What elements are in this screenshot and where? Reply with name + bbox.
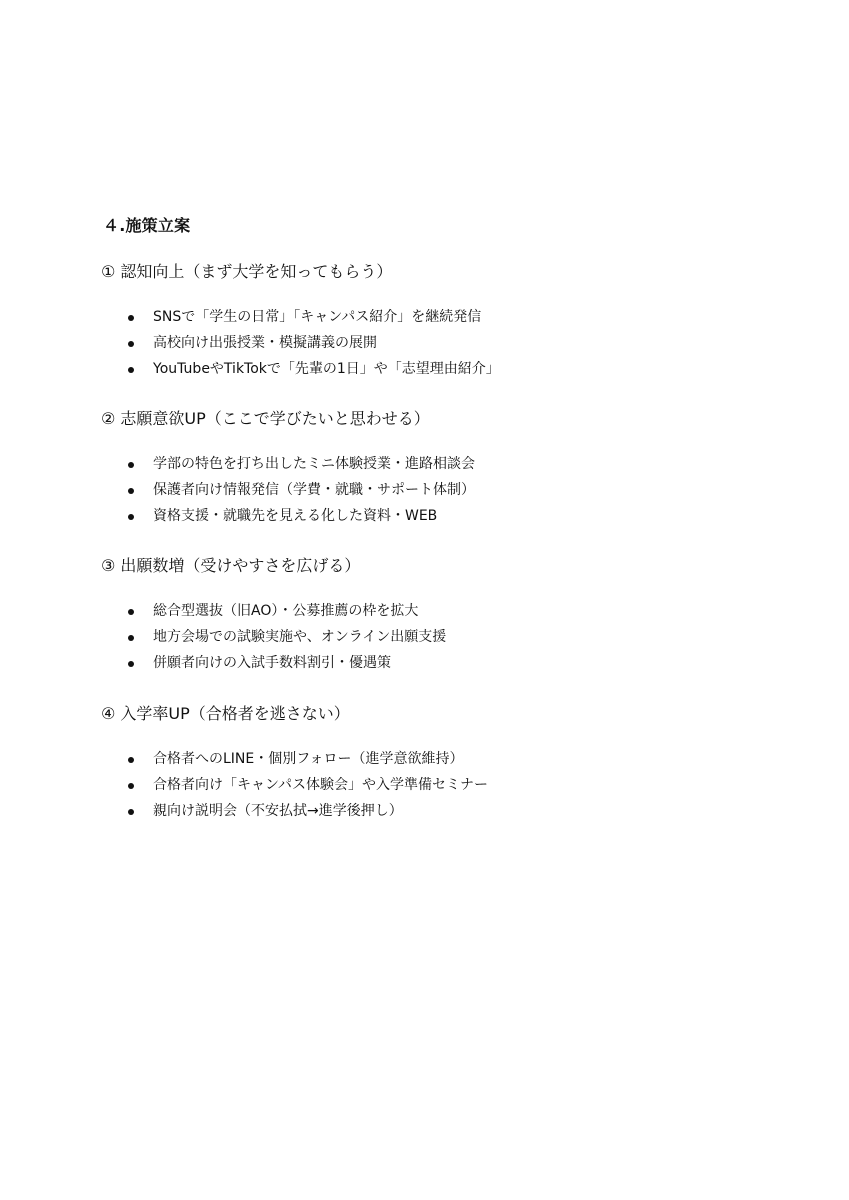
bullet-icon xyxy=(128,809,134,815)
bullet-icon xyxy=(128,661,134,667)
bullet-icon xyxy=(128,635,134,641)
list-item-text: 資格支援・就職先を見える化した資料・WEB xyxy=(153,508,438,524)
list-item xyxy=(101,624,801,650)
list-item xyxy=(101,330,801,356)
list-item-text: YouTubeやTikTokで「先輩の1日」や「志望理由紹介」 xyxy=(153,361,500,377)
bullet-list xyxy=(101,304,801,382)
section-applications xyxy=(101,554,801,676)
bullet-icon xyxy=(128,462,134,468)
list-item xyxy=(101,356,801,382)
list-item xyxy=(101,451,801,477)
list-item xyxy=(101,304,801,330)
bullet-icon xyxy=(128,315,134,321)
list-item-text: 高校向け出張授業・模擬講義の展開 xyxy=(153,335,377,351)
list-item-text: 保護者向け情報発信（学費・就職・サポート体制） xyxy=(153,482,475,498)
section-heading: ③ 出願数増（受けやすさを広げる） xyxy=(101,556,361,575)
bullet-list xyxy=(101,598,801,676)
list-item xyxy=(101,772,801,798)
section-awareness xyxy=(101,260,801,382)
list-item xyxy=(101,598,801,624)
list-item-text: 総合型選抜（旧AO）・公募推薦の枠を拡大 xyxy=(153,603,419,619)
list-item-text: 親向け説明会（不安払拭→進学後押し） xyxy=(153,803,403,819)
section-motivation xyxy=(101,407,801,529)
bullet-list xyxy=(101,451,801,529)
section-heading: ② 志願意欲UP（ここで学びたいと思わせる） xyxy=(101,409,430,428)
list-item-text: 合格者へのLINE・個別フォロー（進学意欲維持） xyxy=(153,751,464,767)
list-item xyxy=(101,503,801,529)
list-item xyxy=(101,798,801,824)
bullet-icon xyxy=(128,757,134,763)
list-item xyxy=(101,477,801,503)
bullet-icon xyxy=(128,341,134,347)
list-item xyxy=(101,650,801,676)
bullet-icon xyxy=(128,488,134,494)
list-item-text: 併願者向けの入試手数料割引・優遇策 xyxy=(153,655,391,671)
section-heading: ① 認知向上（まず大学を知ってもらう） xyxy=(101,262,393,281)
bullet-icon xyxy=(128,367,134,373)
bullet-list xyxy=(101,746,801,824)
bullet-icon xyxy=(128,514,134,520)
list-item-text: 学部の特色を打ち出したミニ体験授業・進路相談会 xyxy=(153,456,475,472)
section-heading: ④ 入学率UP（合格者を逃さない） xyxy=(101,704,350,723)
list-item-text: 合格者向け「キャンパス体験会」や入学準備セミナー xyxy=(153,777,489,793)
bullet-icon xyxy=(128,609,134,615)
list-item-text: 地方会場での試験実施や、オンライン出願支援 xyxy=(153,629,447,645)
bullet-icon xyxy=(128,783,134,789)
list-item-text: SNSで「学生の日常」「キャンパス紹介」を継続発信 xyxy=(153,309,482,325)
list-item xyxy=(101,746,801,772)
page-title: ４.施策立案 xyxy=(103,216,191,235)
section-enrollment xyxy=(101,702,801,824)
